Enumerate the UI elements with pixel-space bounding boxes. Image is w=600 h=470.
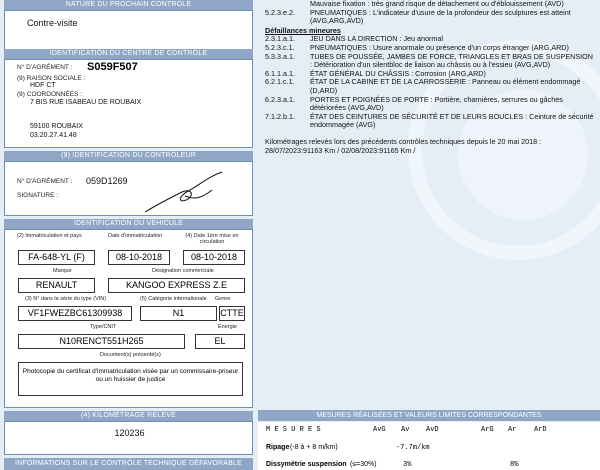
defect-code: 2.3.1.a.1. <box>265 34 295 44</box>
categorie-label: (5) Catégorie internationale <box>140 296 207 302</box>
vin-label: (3) N° dans la série du type (VIN) <box>25 296 107 302</box>
col-avd: AvD <box>426 426 439 434</box>
defect-code: 5.2.3.c.1. <box>265 42 295 52</box>
dissymetrie-av: 3% <box>403 461 412 469</box>
type-label: Type/CNIT <box>90 324 117 330</box>
measures-table <box>258 422 600 470</box>
type-value: N10RENCT551H265 <box>18 334 185 349</box>
raison-sociale-value: HDF CT <box>30 82 56 89</box>
defect-text: PNEUMATIQUES : Usure anormale ou présence d'un corps étranger (ARG,ARD) <box>310 42 569 52</box>
measures-header: MESURES RÉALISÉES ET VALEURS LIMITES CORRESPONDANTES <box>258 410 600 421</box>
controleur-header: (9) IDENTIFICATION DU CONTRÔLEUR <box>4 151 253 161</box>
defect-line <box>265 9 595 26</box>
dissymetrie-limit: (≤=30%) <box>350 461 377 468</box>
vehicule-header: IDENTIFICATION DU VÉHICULE <box>4 219 253 229</box>
next-inspection-header: NATURE DU PROCHAIN CONTRÔLE <box>4 0 253 10</box>
next-inspection-value: Contre-visite <box>27 18 78 28</box>
designation-value: KANGOO EXPRESS Z.E <box>108 278 245 293</box>
col-avg: AvG <box>373 426 386 434</box>
controleur-agrement-value: 059D1269 <box>86 176 128 186</box>
centre-header: IDENTIFICATION DU CENTRE DE CONTRÔLE <box>4 49 253 59</box>
defect-code: 6.1.1.a.1. <box>265 68 295 78</box>
date-immat-value: 08-10-2018 <box>108 250 170 265</box>
defect-text: ÉTAT DE LA CABINE ET DE LA CARROSSERIE : Panneau ou élément endommagé (D,ARD) <box>310 77 581 95</box>
defect-text: PORTES ET POIGNÉES DE PORTE : Portière, charnières, serrures ou gâches détériorées (AVG,AVD) <box>310 94 563 113</box>
date-immat-label: Date d'immatriculation <box>108 233 163 239</box>
left-column <box>0 0 257 470</box>
centre-city: 59100 ROUBAIX <box>30 123 83 130</box>
signature-label: SIGNATURE : <box>17 192 59 199</box>
categorie-value: N1 <box>140 306 217 321</box>
marque-label: Marque <box>53 268 72 274</box>
defect-text: ÉTAT DES CEINTURES DE SÉCURITÉ ET DE LEURS BOUCLES : Ceinture de sécurité endommagée (AVG) <box>310 111 594 130</box>
centre-phone: 03.20.27.41.48 <box>30 132 77 139</box>
documents-label: Document(s) présenté(s) <box>100 352 161 358</box>
vin-value: VF1FWEZBC61309938 <box>18 306 132 321</box>
measures-col-label: M E S U R E S <box>266 426 321 434</box>
km-header: (4) KILOMÉTRAGE RELEVÉ <box>4 411 253 421</box>
centre-address: 7 BIS RUE ISABEAU DE ROUBAIX <box>30 99 142 106</box>
defect-text: PNEUMATIQUES : L'indicateur d'usure de la profondeur des sculptures est atteint (AVG,ARG,AVD) <box>310 7 571 26</box>
defavorable-header: INFORMATIONS SUR LE CONTRÔLE TECHNIQUE DÉFAVORABLE <box>4 458 253 470</box>
defect-line <box>265 113 595 130</box>
defect-text: JEU DANS LA DIRECTION : Jeu anormal <box>310 34 444 44</box>
km-value: 120236 <box>114 428 145 438</box>
marque-value: RENAULT <box>18 278 95 293</box>
vehicule-box <box>4 229 253 408</box>
next-inspection-box <box>4 10 253 50</box>
energie-value: EL <box>195 334 245 349</box>
coordonnees-label: (9) COORDONNÉES : <box>17 91 83 98</box>
previous-km-note: Kilométrages relevés lors des précédents contrôles techniques depuis le 20 mai 2018 : 28/07/2023:91163 Km / 02/08/2023:91165 Km / <box>265 136 542 155</box>
ripage-value: -7.7m/km <box>396 444 430 452</box>
energie-label: Énergie <box>218 324 237 330</box>
dissymetrie-label: Dissymétrie suspension <box>266 461 347 468</box>
col-ard: ArD <box>534 426 547 434</box>
genre-label: Genre <box>215 296 231 302</box>
controller-signature <box>140 168 230 218</box>
defect-text: Mauvaise fixation : très grand risque de détachement ou d'éblouissement (AVD) <box>310 0 564 8</box>
centre-agrement-value: S059F507 <box>87 61 138 73</box>
col-av: Av <box>401 426 410 434</box>
defect-code: 5.3.3.a.1. <box>265 51 295 61</box>
immat-label: (2) Immatriculation et pays <box>17 233 82 239</box>
km-box <box>4 421 253 455</box>
controleur-agrement-label: N° D'AGRÉMENT : <box>17 178 73 185</box>
defect-line <box>265 96 595 113</box>
minor-defects-title: Défaillances mineures <box>265 25 341 35</box>
date-circ-label: (4) Date 1ère mise en circulation <box>185 233 239 245</box>
defect-line <box>265 78 595 95</box>
raison-sociale-label: (9) RAISON SOCIALE : <box>17 75 86 82</box>
col-arg: ArG <box>481 426 494 434</box>
ripage-label: Ripage <box>266 444 290 451</box>
centre-agrement-label: N° D'AGRÉMENT : <box>17 64 73 71</box>
defect-text: TUBES DE POUSSÉE, JAMBES DE FORCE, TRIANGLES ET BRAS DE SUSPENSION : Détérioration d'un silentbloc de liaison au châssis ou à l'essieu (AVG,AVD) <box>310 51 593 70</box>
centre-box <box>4 59 253 148</box>
documents-value: Photocopie du certificat d'immatriculation visée par un commissaire-priseur ou un huissier de justice <box>18 362 243 396</box>
immat-value: FA-648-YL (F) <box>18 250 95 265</box>
designation-label: Désignation commerciale <box>152 268 214 274</box>
defect-code: 7.1.2.b.1. <box>265 111 295 121</box>
defect-code: 5.2.3.e.2. <box>265 7 295 17</box>
col-ar: Ar <box>508 426 517 434</box>
defect-code: 6.2.3.a.1. <box>265 94 295 104</box>
genre-value: CTTE <box>219 306 245 321</box>
defect-text: ÉTAT GÉNÉRAL DU CHÂSSIS : Corrosion (ARG,ARD) <box>310 68 486 78</box>
defect-code: 6.2.1.c.1. <box>265 77 295 87</box>
date-circ-value: 08-10-2018 <box>183 250 245 265</box>
defects-list <box>265 0 595 155</box>
right-column <box>258 0 600 470</box>
ripage-limit: (-8 à + 8 m/km) <box>290 444 338 451</box>
dissymetrie-ar: 8% <box>510 461 519 469</box>
defect-line <box>265 53 595 70</box>
